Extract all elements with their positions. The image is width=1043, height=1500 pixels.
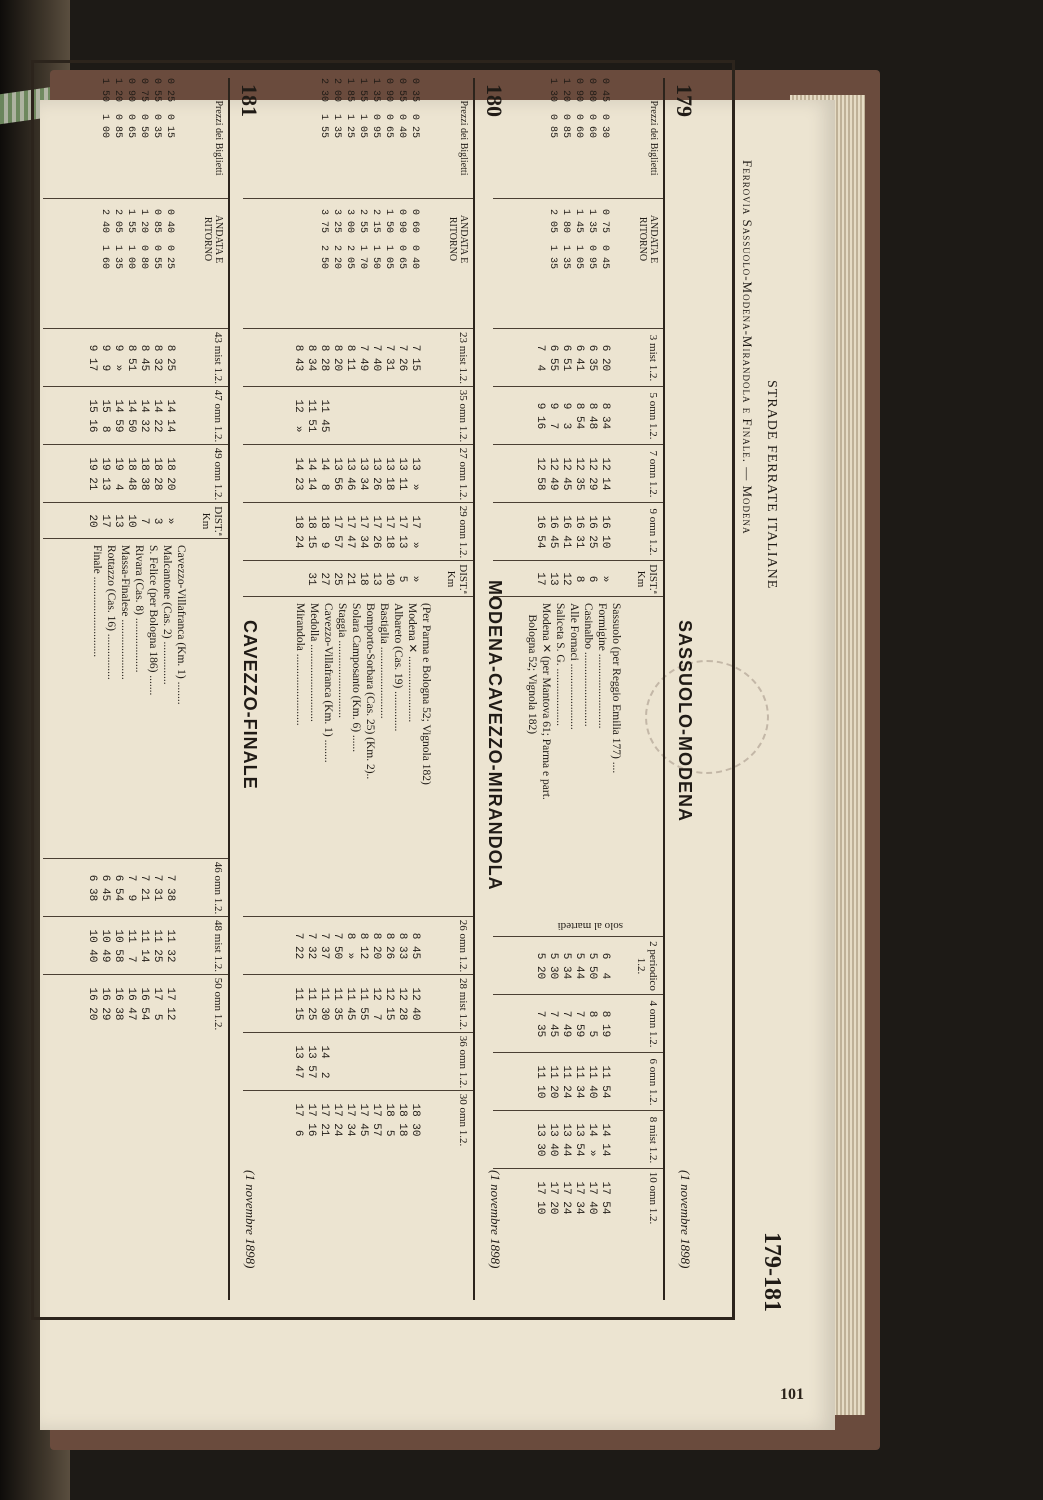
train-times: 8 25 8 32 8 45 8 51 9 » 9 9 9 17 <box>86 344 176 372</box>
train-times: 16 10 16 25 16 31 16 41 16 45 16 54 <box>534 515 611 549</box>
stations-column <box>243 596 473 917</box>
section-number: 179 <box>672 84 697 117</box>
running-title: STRADE FERRATE ITALIANE <box>764 380 779 590</box>
prices-column <box>43 78 228 198</box>
section-date: (1 novembre 1898) <box>488 1170 503 1269</box>
distance-column <box>493 560 663 597</box>
train-times: 8 45 8 33 8 26 8 20 8 12 8 » 7 50 7 37 7 32 7 22 <box>292 932 421 960</box>
train-times: 12 40 12 28 12 15 12 7 11 55 11 45 11 35 11 30 11 25 11 15 <box>292 987 421 1021</box>
train-header: 28 mist 1.2. <box>457 978 469 1030</box>
train-times: 14 14 14 22 14 32 14 50 14 59 15 8 15 16 <box>86 399 176 433</box>
train-column-down <box>243 328 473 387</box>
train-column-up <box>243 1032 473 1091</box>
train-times: 13 » 13 11 13 18 13 26 13 34 13 46 13 56 14 8 14 14 14 23 <box>292 457 421 491</box>
train-header: 47 omn 1.2. <box>212 389 224 443</box>
train-column-down <box>43 328 228 387</box>
train-column-up <box>43 974 228 1033</box>
distance-values: » 3 7 10 13 17 20 <box>86 514 176 528</box>
train-column-up <box>43 858 228 917</box>
train-times: 14 14 14 » 13 54 13 44 13 40 13 30 <box>534 1123 611 1157</box>
train-header: 35 omn 1.2. <box>457 389 469 443</box>
train-times: 17 54 17 40 17 34 17 24 17 20 17 10 <box>534 1181 611 1215</box>
train-header: 10 omn 1.2. <box>647 1171 659 1225</box>
train-column-down <box>43 444 228 503</box>
train-times: 7 15 7 26 7 31 7 40 7 49 8 11 8 20 8 28 8 34 8 43 <box>292 344 421 372</box>
section-title: SASSUOLO-MODENA <box>675 620 695 823</box>
train-header: 23 mist 1.2. <box>457 332 469 384</box>
andata-ritorno-header: ANDATA E RITORNO <box>202 214 224 264</box>
train-header: 8 mist 1.2. <box>647 1116 659 1164</box>
page-range: 179-181 <box>759 1232 785 1312</box>
train-column-down <box>493 502 663 561</box>
station-list: Cavezzo-Villafranca (Km. 1) ........ Malcantone (Cas. 2) ............... S. Felice (per Bologna 186) ....... Rivara (Cas. 8) ................... Massa-Finalese ..................... Rottazzo (Cas. 16) ................ Finale ............................ <box>91 545 187 705</box>
train-times: 8 34 8 48 8 54 9 3 9 7 9 16 <box>534 402 611 430</box>
train-times: 14 2 13 57 13 47 <box>292 1045 330 1079</box>
rotated-timetable <box>15 60 785 1320</box>
train-header: 7 omn 1.2. <box>647 450 659 498</box>
train-header: 3 mist 1.2. <box>647 334 659 382</box>
train-header: 27 omn 1.2. <box>457 447 469 501</box>
train-header: 6 omn 1.2. <box>647 1058 659 1106</box>
station-list: Sassuolo (per Reggio Emilia 177) .... Formigine .......................... Casinalbo .......................... Alle Fornaci ....................... Saliceta S. G. .................... Modena ✕ (per Mantova 61; Parma e part. Bologna 52; Vignola 182) <box>526 603 622 800</box>
train-header: 50 omn 1.2. <box>212 977 224 1031</box>
train-times: 7 38 7 31 7 21 7 9 6 54 6 45 6 38 <box>86 874 176 902</box>
prices-header: Prezzi dei Biglietti <box>458 100 469 176</box>
train-times: 6 20 6 35 6 41 6 51 6 55 7 4 <box>534 344 611 372</box>
stations-column <box>493 596 663 917</box>
train-column-down <box>243 386 473 445</box>
train-column-down <box>243 502 473 561</box>
train-header: 49 omn 1.2. <box>212 447 224 501</box>
train-times: 18 30 18 18 18 5 17 57 17 45 17 34 17 24 17 21 17 16 17 6 <box>292 1103 421 1137</box>
train-column-up <box>43 916 228 975</box>
train-header: 9 omn 1.2. <box>647 508 659 556</box>
distance-header: DIST.ª Km <box>635 564 659 594</box>
train-header: 43 mist 1.2. <box>212 332 224 384</box>
train-header: 2 periodico 1.2. <box>635 941 659 991</box>
train-column-up <box>243 916 473 975</box>
train-column-up <box>493 994 663 1053</box>
station-list: (Per Parma e Bologna 52; Vignola 182) Modena ✕ ....................... Albareto (Cas. 19) .............. Bastiglia ......................... Bomporto-Sorbara (Cas. 25) (Km. 2).. Solara Camposanto (Km. 6) ...... Staggia ........................... Cavezzo-Villafranca (Km. 1) ........ Medolla ........................... Mirandola ......................... <box>294 603 432 785</box>
section-number: 180 <box>482 84 507 117</box>
prices-ar-column <box>43 198 228 279</box>
distance-column <box>243 560 473 597</box>
train-header: 26 omn 1.2. <box>457 919 469 973</box>
train-header: 46 omn 1.2. <box>212 861 224 915</box>
train-column-up <box>243 974 473 1033</box>
train-times: 17 » 17 13 17 18 17 26 17 34 17 47 17 57 18 9 18 15 18 24 <box>292 515 421 549</box>
distance-column <box>43 502 228 539</box>
train-header: 36 omn 1.2. <box>457 1035 469 1089</box>
andata-ritorno-header: ANDATA E RITORNO <box>637 214 659 264</box>
train-column-up <box>493 936 663 995</box>
train-header: 29 omn 1.2. <box>457 505 469 559</box>
section-title: MODENA-CAVEZZO-MIRANDOLA <box>485 580 505 891</box>
train-times: 8 19 8 5 7 59 7 49 7 45 7 35 <box>534 1010 611 1038</box>
train-column-down <box>493 444 663 503</box>
train-times: 18 20 18 28 18 38 18 48 19 4 19 13 19 21 <box>86 457 176 491</box>
train-header: 4 omn 1.2. <box>647 1000 659 1048</box>
section-date: (1 novembre 1898) <box>243 1170 258 1269</box>
prices-header: Prezzi dei Biglietti <box>648 100 659 176</box>
train-column-down <box>43 386 228 445</box>
section-table <box>243 78 475 1300</box>
distance-header: DIST.ª Km <box>200 506 224 536</box>
train-times: 11 54 11 40 11 34 11 24 11 20 11 10 <box>534 1065 611 1099</box>
stations-column <box>43 538 228 859</box>
train-times: 12 14 12 29 12 35 12 45 12 49 12 58 <box>534 457 611 491</box>
distance-header: DIST.ª Km <box>445 564 469 594</box>
train-column-up <box>243 1090 473 1149</box>
prices-ar-column <box>493 198 663 279</box>
train-header: 48 mist 1.2. <box>212 920 224 972</box>
prices-andata-ritorno: 0 60 0 40 0 90 0 65 1 50 1 05 2 15 1 50 2 55 1 70 3 00 2 05 3 25 2 20 3 75 2 50 <box>318 208 420 269</box>
train-column-up <box>493 1052 663 1111</box>
section-number: 181 <box>237 84 262 117</box>
train-header: 5 omn 1.2. <box>647 392 659 440</box>
prices-column <box>493 78 663 198</box>
prices-ar-column <box>243 198 473 279</box>
section-date: (1 novembre 1898) <box>678 1170 693 1269</box>
vertical-note: solo al martedì <box>557 920 623 932</box>
andata-ritorno-header: ANDATA E RITORNO <box>447 214 469 264</box>
section-table <box>493 78 665 1300</box>
distance-values: » 6 8 12 13 17 <box>534 572 611 586</box>
folio: 101 <box>780 1386 804 1403</box>
prices-semplici: 0 25 0 15 0 55 0 35 0 75 0 50 0 90 0 65 1 20 0 85 1 50 1 00 <box>99 78 175 139</box>
train-times: 6 4 5 50 5 44 5 34 5 30 5 20 <box>534 952 611 980</box>
train-times: 11 32 11 25 11 14 11 7 10 58 10 49 10 40 <box>86 929 176 963</box>
side-title: Ferrovia Sassuolo-Modena-Mirandola e Finale. — Modena <box>740 160 755 535</box>
train-times: 17 12 17 5 16 54 16 47 16 38 16 29 16 20 <box>86 987 176 1021</box>
train-column-down <box>493 328 663 387</box>
prices-andata-ritorno: 0 40 0 25 0 85 0 55 1 20 0 80 1 55 1 00 2 05 1 35 2 40 1 60 <box>99 208 175 269</box>
prices-header: Prezzi dei Biglietti <box>213 100 224 176</box>
prices-column <box>243 78 473 198</box>
train-column-up <box>493 1168 663 1227</box>
train-column-up <box>493 1110 663 1169</box>
train-times: 11 45 11 51 12 » <box>292 399 330 433</box>
prices-semplici: 0 45 0 30 0 80 0 60 0 90 0 60 1 20 0 85 1 30 0 85 <box>547 78 610 139</box>
section-title: CAVEZZO-FINALE <box>240 620 260 790</box>
prices-semplici: 0 35 0 25 0 55 0 40 0 90 0 65 1 35 0 95 1 55 1 05 1 85 1 25 2 00 1 35 2 30 1 55 <box>318 78 420 139</box>
train-column-down <box>493 386 663 445</box>
train-column-down <box>243 444 473 503</box>
distance-values: » 5 10 13 18 21 25 27 31 <box>305 572 421 586</box>
train-header: 30 omn 1.2. <box>457 1093 469 1147</box>
section-table <box>43 78 230 1300</box>
prices-andata-ritorno: 0 75 0 45 1 35 0 95 1 45 1 05 1 80 1 35 2 05 1 35 <box>547 208 610 269</box>
